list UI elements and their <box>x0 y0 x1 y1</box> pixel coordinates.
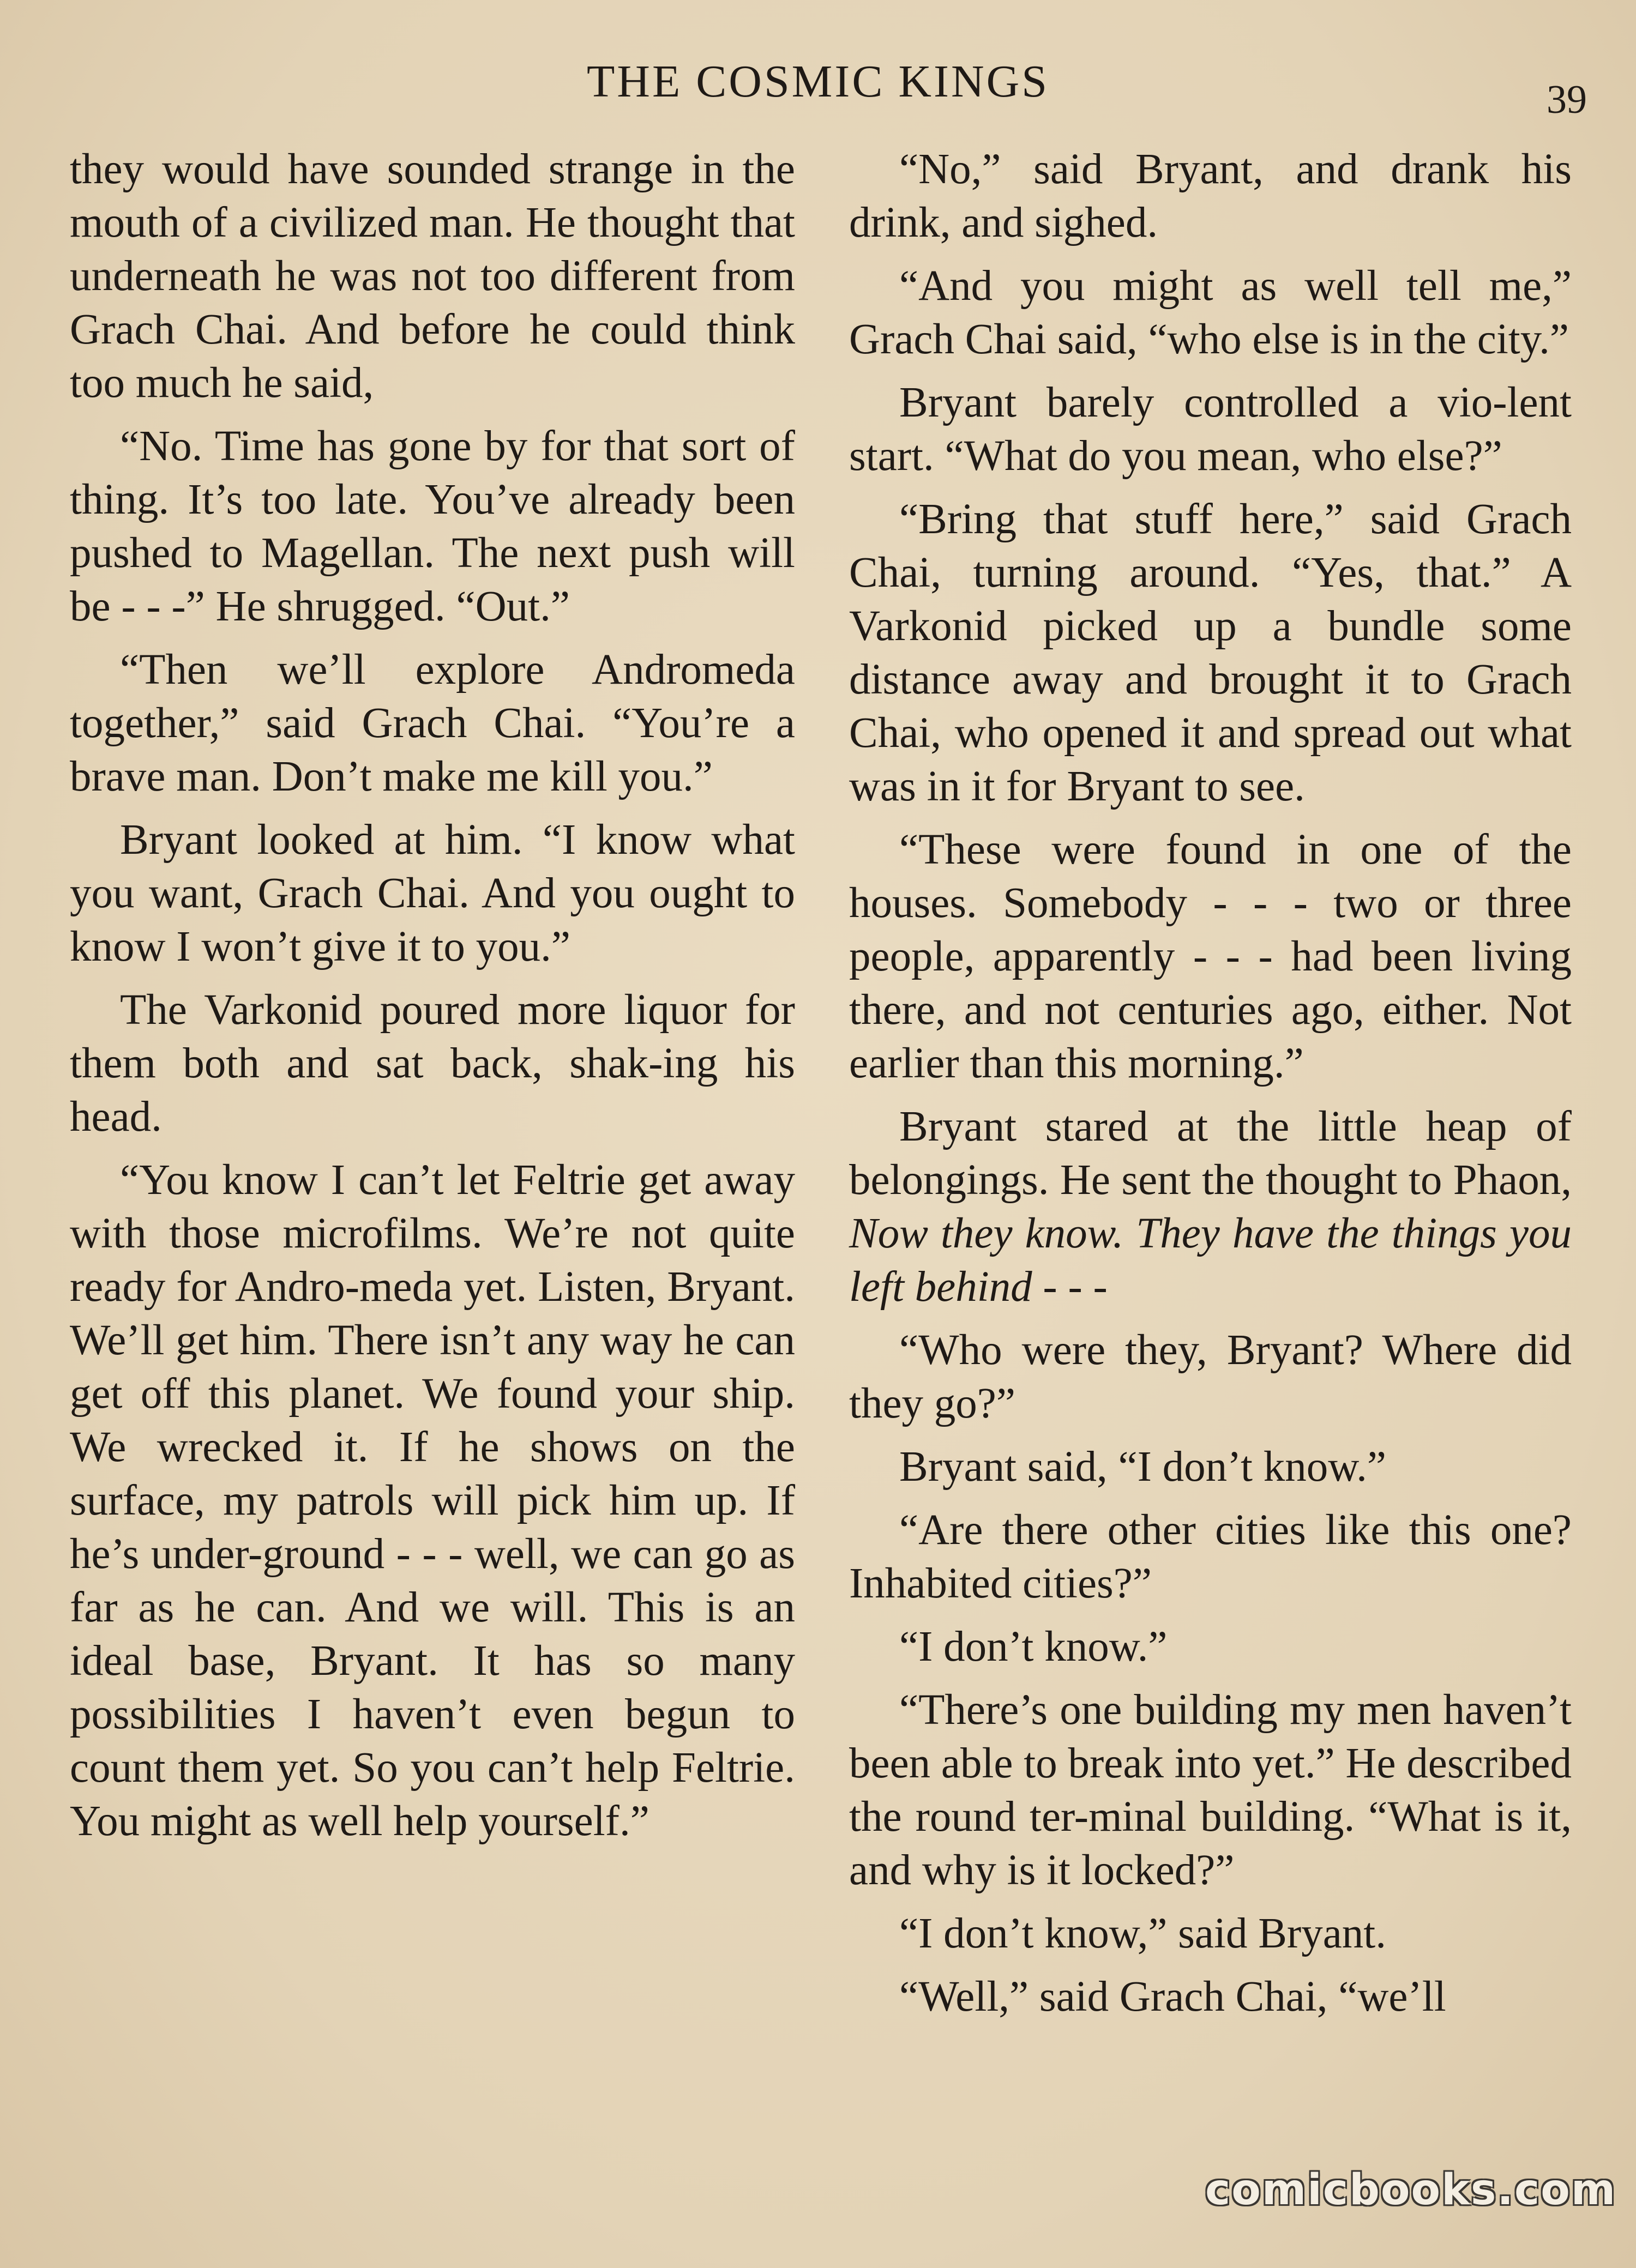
right-column <box>849 143 1572 2034</box>
paragraph: they would have sounded strange in the mouth of a civilized man. He thought that underneath he was not too different from Grach Chai. And before he could think too much he said, <box>70 146 795 407</box>
paragraph: “There’s one building my men haven’t been able to break into yet.” He described the round ter-minal building. “What is it, and why is it locked?” <box>849 1686 1572 1894</box>
watermark: comicbooks.com <box>1205 2166 1617 2215</box>
page-number: 39 <box>1547 77 1587 122</box>
paragraph-with-italics <box>849 1100 1572 1314</box>
paragraph: Bryant said, “I don’t know.” <box>899 1443 1386 1491</box>
paragraph: “And you might as well tell me,” Grach Chai said, “who else is in the city.” <box>849 262 1572 363</box>
paragraph: “Well,” said Grach Chai, “we’ll <box>899 1973 1446 2020</box>
paragraph: “Who were they, Bryant? Where did they go?” <box>849 1326 1572 1427</box>
paragraph: “I don’t know,” said Bryant. <box>899 1910 1386 1957</box>
paragraph: Bryant looked at him. “I know what you want, Grach Chai. And you ought to know I won’t give it to you.” <box>70 816 795 970</box>
paragraph: “No,” said Bryant, and drank his drink, and sighed. <box>849 146 1572 246</box>
paragraph: Bryant barely controlled a vio-lent start. “What do you mean, who else?” <box>849 379 1572 480</box>
paragraph: “You know I can’t let Feltrie get away with those microfilms. We’re not quite ready for Andro-meda yet. Listen, Bryant. We’ll get him. There isn’t any way he can get off this planet. We found your ship. We wrecked it. If he shows on the surface, my patrols will pick him up. If he’s under-ground - - - well, we can go as far as he can. And we will. This is an ideal base, Bryant. It has so many possibilities I haven’t even begun to count them yet. So you can’t help Feltrie. You might as well help yourself.” <box>70 1156 795 1845</box>
paragraph-text: Bryant stared at the little heap of belongings. He sent the thought to Phaon, <box>849 1103 1572 1204</box>
italic-thought: Now they know. They have the things you left behind - - - <box>849 1210 1572 1311</box>
paragraph: The Varkonid poured more liquor for them both and sat back, shak-ing his head. <box>70 986 795 1141</box>
paragraph: “Are there other cities like this one? Inhabited cities?” <box>849 1506 1572 1607</box>
paragraph: “Then we’ll explore Andromeda together,” said Grach Chai. “You’re a brave man. Don’t make me kill you.” <box>70 646 795 800</box>
paragraph: “No. Time has gone by for that sort of thing. It’s too late. You’ve already been pushed to Magellan. The next push will be - - -” He shrugged. “Out.” <box>70 423 795 630</box>
paragraph: “Bring that stuff here,” said Grach Chai, turning around. “Yes, that.” A Varkonid picked up a bundle some distance away and brought it to Grach Chai, who opened it and spread out what was in it for Bryant to see. <box>849 496 1572 810</box>
running-title: THE COSMIC KINGS <box>586 56 1050 107</box>
left-column <box>70 143 795 1858</box>
paragraph: “I don’t know.” <box>899 1623 1168 1670</box>
paragraph: “These were found in one of the houses. Somebody - - - two or three people, apparently - - - had been living there, and not centuries ago, either. Not earlier than this morning.” <box>849 826 1572 1087</box>
